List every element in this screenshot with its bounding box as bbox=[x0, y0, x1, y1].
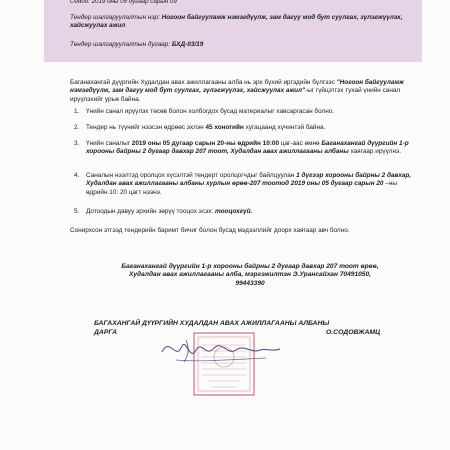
tender-name-value: Ногоон байгууламж нэмэгдүүлж, зам дагуу мод бут суулгах, зүлэгжүүлэх, хайсжуулах ажил bbox=[70, 14, 403, 29]
signatory-name: О.СОДОВЖАМЦ bbox=[326, 328, 381, 336]
handwritten-signature bbox=[156, 332, 286, 368]
tender-number-label: Тендер шалгаруулалтын дугаар: bbox=[70, 41, 171, 48]
list-item: 3. Үнийн саналыг 2019 оны 05 дугаар сарын 20-ны өдрийн 10:00 цаг-аас өмнө Баганахангай дүүргийн 1-р хорооны байрны 2 дугаар давхар 207 тоот, Худалдан авах ажиллагааны албаны хаягаар ирүүлнэ. bbox=[74, 140, 409, 156]
closing-paragraph: Сонирхсон этгээд тендерийн баримт бичиг болон бусад мэдээллийг доорх хаягаар авч болно. bbox=[70, 227, 350, 234]
list-item: 1. Үнийн санал ирүүлэх төсөв болон холбогдох бусад материалыг хавсаргасан болно. bbox=[74, 108, 335, 115]
intro-part1: Баганахангай дүүргийн Худалдан авах ажиллагааны алба нь эрх бүхий иргэдийн бүлгээс bbox=[70, 79, 335, 86]
tender-number bbox=[70, 41, 420, 49]
contact-address: Баганахангай дүүргийн 1-р хорооны байрны 2 дугаар давхар 207 тоот өрөө, Худалдан авах ажиллагааны алба, мэргэжилтэн Э.Урансайхан 70491050, 99443390 bbox=[121, 263, 379, 287]
list-item: 5. Дотоодын давуу эрхийн зөрүү тооцох эсэх: тооцохгүй. bbox=[74, 208, 253, 215]
tender-number-value: БХД-03/19 bbox=[171, 41, 204, 48]
signatory-org: БАГАХАНГАЙ ДҮҮРГИЙН ХУДАЛДАН АВАХ АЖИЛЛАГААНЫ АЛБАНЫ bbox=[94, 320, 330, 327]
list-item: 2. Тендер нь түүнийг нээсэн өдрөөс эхлэн 45 хоногийн хугацаанд хүчинтэй байна. bbox=[74, 124, 326, 131]
signatory-title: ДАРГА bbox=[94, 328, 118, 336]
intro-part3: -ыг гүйцэтгэх тухай үнийн санал ирүүлэхийг урьж байна. bbox=[70, 87, 401, 103]
signature-block bbox=[94, 320, 424, 337]
stamp-tint-band bbox=[44, 0, 422, 62]
date-line: Огноо: 2019 оны 05 дугаар сарын 09 bbox=[70, 0, 177, 5]
intro-paragraph bbox=[70, 79, 418, 104]
tender-name-label: Тендер шалгаруулалтын нэр: bbox=[70, 14, 160, 21]
tender-name bbox=[70, 14, 420, 30]
list-item: 4. Саналын нээлтэд оролцох хүсэлтэй тендерт оролцогчдыг байлцуулан 1 дүгээр хорооны байрны 2 давхар, Худалдан авах ажиллагааны албаны хурлын өрөө-207 тоотод 2019 оны 05 дугаар сарын 20 –ны өдрийн 10: 20 цагт нээнэ. bbox=[74, 172, 412, 196]
intro-part2: "Ногоон байгууламж нэмэгдүүлж, зам дагуу мод бут суулгах, зүлэгжүүлэх, хайсжуулах ажил" bbox=[70, 79, 404, 95]
